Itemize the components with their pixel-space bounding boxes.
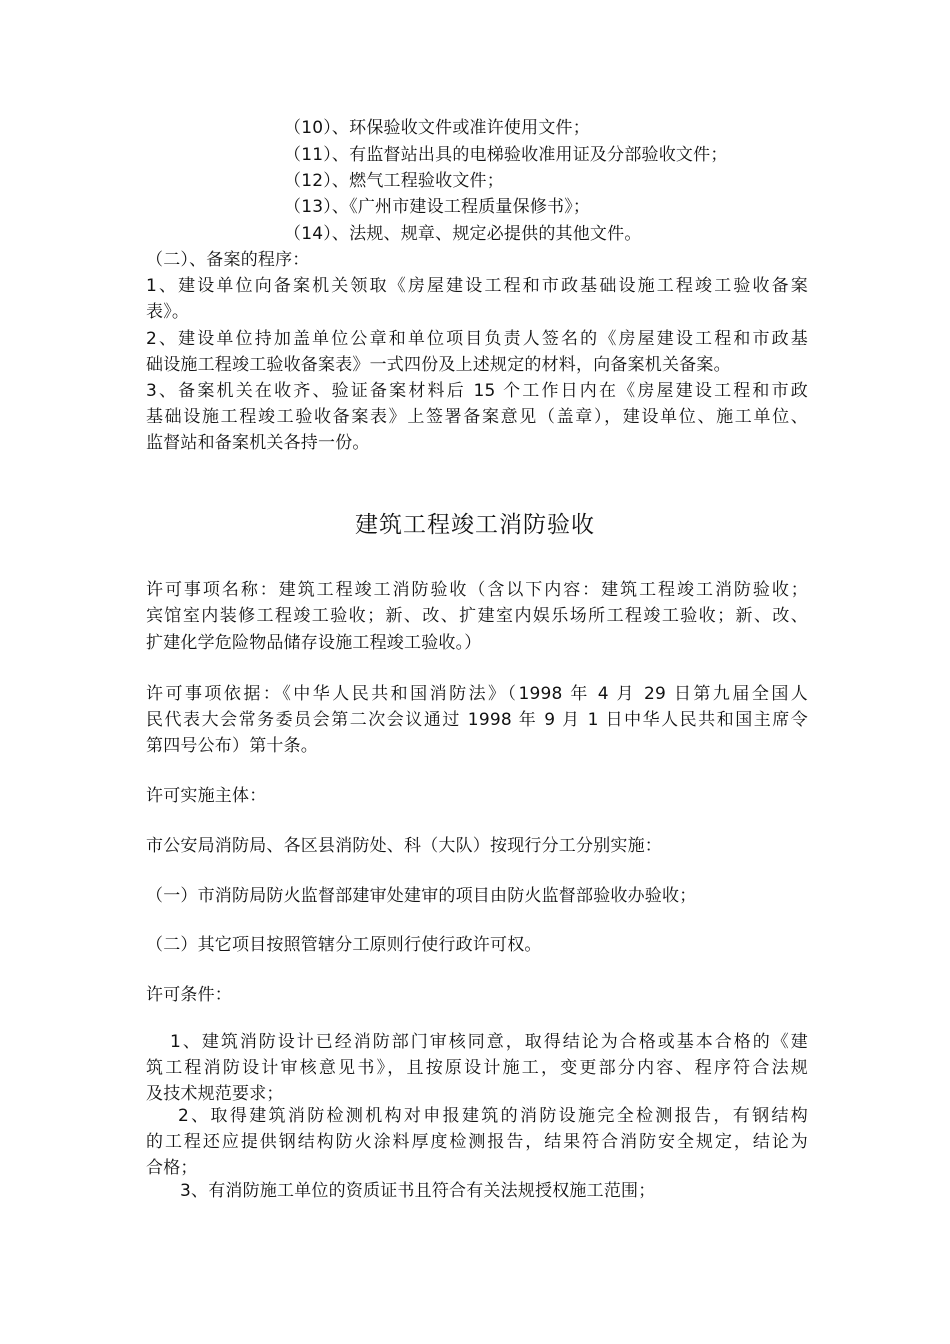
procedure-step-1-line-2: 表》。 [146, 302, 190, 322]
procedure-step-3-line-1: 3、备案机关在收齐、验证备案材料后 15 个工作日内在《房屋建设工程和市政 [146, 381, 808, 401]
list-item-10: （10）、环保验收文件或准许使用文件； [284, 118, 590, 138]
license-basis-line-3: 第四号公布）第十条。 [146, 736, 318, 756]
implementing-body-text: 市公安局消防局、各区县消防处、科（大队）按现行分工分别实施： [146, 836, 662, 856]
list-item-13: （13）、《广州市建设工程质量保修书》； [284, 197, 591, 217]
section-title: 建筑工程竣工消防验收 [355, 512, 595, 538]
procedure-step-3-line-2: 基础设施工程竣工验收备案表》上签署备案意见（盖章），建设单位、施工单位、 [146, 407, 808, 427]
license-basis-line-1: 许可事项依据：《中华人民共和国消防法》（1998 年 4 月 29 日第九届全国人 [146, 684, 808, 704]
license-name-line-3: 扩建化学危险物品储存设施工程竣工验收。） [146, 633, 482, 653]
conditions-label: 许可条件： [146, 985, 232, 1005]
condition-1-line-3: 及技术规范要求； [146, 1084, 284, 1104]
condition-1-line-2: 筑工程消防设计审核意见书》，且按原设计施工，变更部分内容、程序符合法规 [146, 1058, 808, 1078]
list-item-12: （12）、燃气工程验收文件； [284, 171, 504, 191]
implementing-body-item-1: （一）市消防局防火监督部建审处建审的项目由防火监督部验收办验收； [146, 886, 697, 906]
procedure-heading: （二）、备案的程序： [146, 250, 310, 270]
list-item-11: （11）、有监督站出具的电梯验收准用证及分部验收文件； [284, 145, 728, 165]
condition-2-line-2: 的工程还应提供钢结构防火涂料厚度检测报告，结果符合消防安全规定，结论为 [146, 1132, 808, 1152]
license-basis-line-2: 民代表大会常务委员会第二次会议通过 1998 年 9 月 1 日中华人民共和国主席令 [146, 710, 808, 730]
implementing-body-label: 许可实施主体： [146, 786, 267, 806]
procedure-step-3-line-3: 监督站和备案机关各持一份。 [146, 433, 370, 453]
list-item-14: （14）、法规、规章、规定必提供的其他文件。 [284, 224, 642, 244]
condition-2-line-1: 2、取得建筑消防检测机构对申报建筑的消防设施完全检测报告，有钢结构 [178, 1106, 808, 1126]
license-name-line-2: 宾馆室内装修工程竣工验收；新、改、扩建室内娱乐场所工程竣工验收；新、改、 [146, 606, 808, 626]
implementing-body-item-2: （二）其它项目按照管辖分工原则行使行政许可权。 [146, 935, 542, 955]
procedure-step-2-line-1: 2、建设单位持加盖单位公章和单位项目负责人签名的《房屋建设工程和市政基 [146, 329, 808, 349]
condition-1-line-1: 1、建筑消防设计已经消防部门审核同意，取得结论为合格或基本合格的《建 [170, 1032, 808, 1052]
procedure-step-1-line-1: 1、建设单位向备案机关领取《房屋建设工程和市政基础设施工程竣工验收备案 [146, 276, 808, 296]
procedure-step-2-line-2: 础设施工程竣工验收备案表》一式四份及上述规定的材料，向备案机关备案。 [146, 355, 731, 375]
license-name-line-1: 许可事项名称：建筑工程竣工消防验收（含以下内容：建筑工程竣工消防验收； [146, 580, 808, 600]
condition-2-line-3: 合格； [146, 1158, 198, 1178]
condition-3-line-1: 3、有消防施工单位的资质证书且符合有关法规授权施工范围； [180, 1181, 656, 1201]
